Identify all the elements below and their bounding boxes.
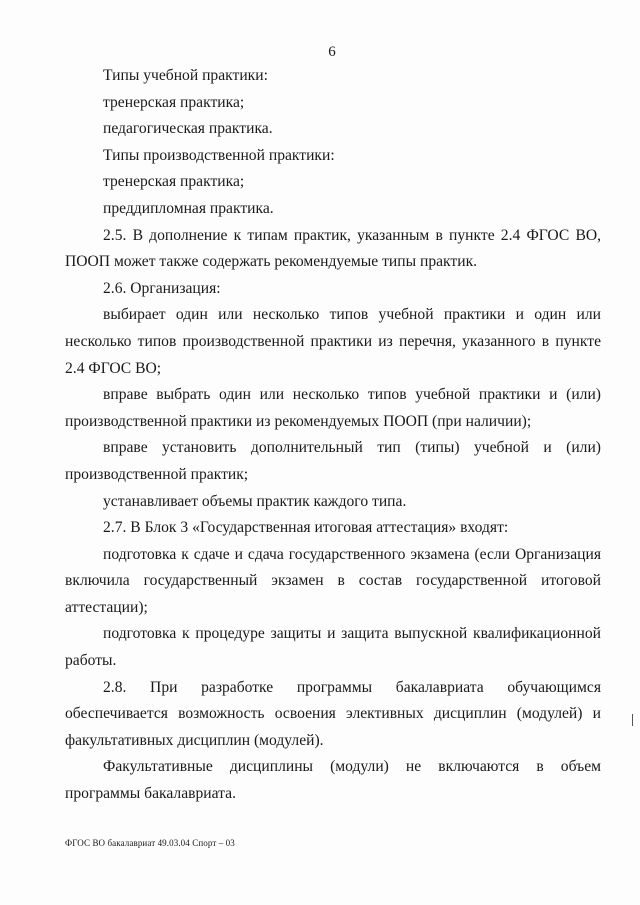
document-body <box>65 63 601 808</box>
paragraph: Типы производственной практики: <box>103 146 335 164</box>
paragraph: 2.5. В дополнение к типам практик, указанным в пункте 2.4 ФГОС ВО, ПООП может также содержать рекомендуемые типы практик. <box>65 226 601 271</box>
paragraph: 2.7. В Блок 3 «Государственная итоговая аттестация» входят: <box>103 519 509 537</box>
paragraph: устанавливает объемы практик каждого типа. <box>103 492 407 510</box>
scan-margin-mark <box>632 714 633 726</box>
paragraph: вправе выбрать один или несколько типов учебной практики и (или) производственной практики из рекомендуемых ПООП (при наличии); <box>65 386 601 430</box>
paragraph: педагогическая практика. <box>103 120 273 138</box>
paragraph: преддипломная практика. <box>103 199 274 217</box>
page-footer: ФГОС ВО бакалавриат 49.03.04 Спорт – 03 <box>65 838 235 848</box>
paragraph: тренерская практика; <box>103 93 245 111</box>
paragraph: Факультативные дисциплины (модули) не включаются в объем программы бакалавриата. <box>65 758 601 803</box>
paragraph: тренерская практика; <box>103 173 245 191</box>
paragraph: 2.8. При разработке программы бакалавриата обучающимся обеспечивается возможность освоения элективных дисциплин (модулей) и факультативных дисциплин (модулей). <box>65 678 601 749</box>
paragraph: 2.6. Организация: <box>103 279 221 297</box>
paragraph: вправе установить дополнительный тип (типы) учебной и (или) производственной практик; <box>65 439 601 483</box>
paragraph: Типы учебной практики: <box>103 67 268 84</box>
page-number: 6 <box>328 44 336 60</box>
paragraph: выбирает один или несколько типов учебной практики и один или несколько типов производственной практики из перечня, указанного в пункте 2.4 ФГОС ВО; <box>65 306 601 377</box>
paragraph: подготовка к процедуре защиты и защита выпускной квалификационной работы. <box>65 625 601 670</box>
paragraph: подготовка к сдаче и сдача государственного экзамена (если Организация включила государственный экзамен в состав государственной итоговой аттестации); <box>65 545 601 616</box>
